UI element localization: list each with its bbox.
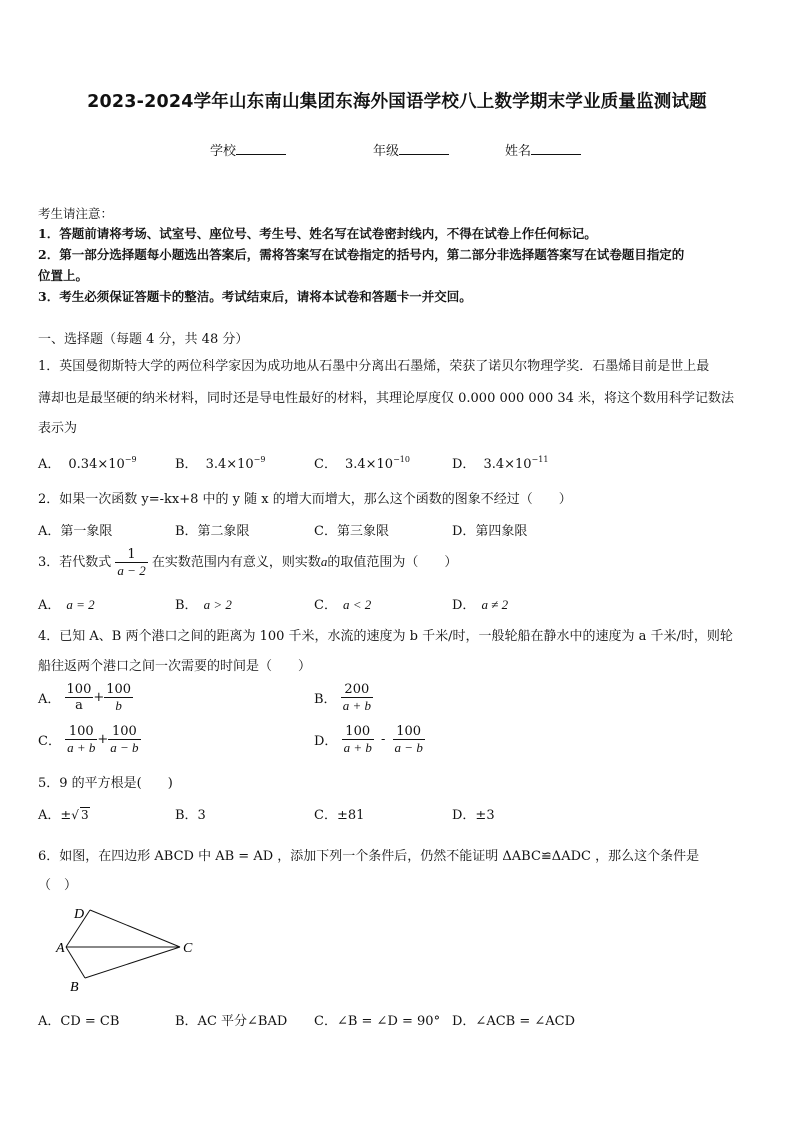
notice-item: 2．第一部分选择题每小题选出答案后，需将答案写在试卷指定的括号内，第二部分非选择题答案写在试卷题目指定的	[38, 247, 685, 262]
q5-option-a[interactable]: A．±√ 3	[38, 808, 89, 823]
question-1-line: 薄却也是最坚硬的纳米材料，同时还是导电性最好的材料，其理论厚度仅 0.000 000 000 34 米，将这个数用科学记数法	[38, 391, 735, 406]
fraction	[342, 724, 374, 755]
q6-option-a[interactable]: A．CD = CB	[38, 1014, 120, 1029]
q1-option-c[interactable]	[314, 453, 410, 472]
name-field[interactable]	[505, 140, 581, 159]
edge-ab	[66, 947, 85, 978]
fraction	[108, 724, 140, 755]
q3-text: 的取值范围为（ ）	[327, 555, 458, 570]
q4-option-a[interactable]	[38, 682, 133, 713]
fraction	[104, 682, 133, 713]
q4-option-c[interactable]	[38, 724, 141, 755]
fraction-denominator: a + b	[343, 740, 372, 755]
vertex-label-a: A	[56, 941, 65, 956]
q6-option-b[interactable]: B．AC 平分∠BAD	[175, 1014, 288, 1029]
fraction-numerator: 100	[106, 682, 132, 697]
q5-option-d[interactable]: D．±3	[452, 808, 495, 823]
option-label: B．	[175, 457, 198, 472]
name-label: 姓名	[505, 144, 532, 159]
option-value: a < 2	[342, 597, 372, 612]
option-label: C．	[314, 457, 337, 472]
edge-bc	[85, 947, 180, 978]
fraction-numerator: 100	[66, 682, 92, 697]
q3-variable: a	[320, 554, 328, 569]
quadrilateral-figure	[50, 900, 210, 1000]
fraction	[393, 724, 425, 755]
option-exponent: −9	[253, 455, 266, 464]
fraction-numerator: 100	[108, 724, 140, 740]
q5-option-c[interactable]: C．±81	[314, 808, 365, 823]
option-label: A．	[38, 598, 61, 613]
fraction-denominator: a	[75, 698, 83, 713]
question-4-line: 4．已知 A、B 两个港口之间的距离为 100 千米，水流的速度为 b 千米/时，一般轮船在静水中的速度为 a 千米/时，则轮	[38, 629, 733, 644]
operator: -	[381, 732, 386, 747]
option-label: A．	[38, 692, 61, 707]
edge-dc	[90, 910, 180, 947]
q3-option-d[interactable]	[452, 594, 508, 613]
option-value: a ≠ 2	[481, 597, 509, 612]
name-blank[interactable]	[531, 142, 581, 155]
q3-fraction	[115, 547, 147, 578]
option-value: 3.4×10	[483, 457, 532, 472]
grade-field[interactable]	[373, 140, 449, 159]
option-value: 3.4×10	[205, 457, 254, 472]
option-exponent: −10	[393, 455, 410, 464]
fraction-denominator: a − b	[110, 740, 139, 755]
notice-item: 1．答题前请将考场、试室号、座位号、考生号、姓名写在试卷密封线内，不得在试卷上作任何标记。	[38, 226, 597, 241]
q3-option-b[interactable]	[175, 594, 232, 613]
question-4-line: 船往返两个港口之间一次需要的时间是（ ）	[38, 659, 312, 674]
question-6-line: 6．如图，在四边形 ABCD 中 AB = AD ，添加下列一个条件后，仍然不能证明 ΔABC≌ΔADC ，那么这个条件是	[38, 849, 700, 864]
fraction-numerator: 1	[115, 547, 147, 563]
option-label: D．	[452, 457, 476, 472]
option-exponent: −9	[124, 455, 137, 464]
option-label: B．	[314, 692, 337, 707]
q2-option-d[interactable]: D．第四象限	[452, 524, 528, 539]
vertex-label-c: C	[183, 941, 193, 956]
q1-option-b[interactable]	[175, 453, 265, 472]
fraction-denominator: a + b	[342, 698, 371, 713]
option-label: C．	[314, 598, 337, 613]
option-value: a = 2	[66, 597, 95, 612]
fraction-denominator: a − 2	[117, 563, 146, 578]
school-blank[interactable]	[236, 142, 286, 155]
q1-option-a[interactable]	[38, 453, 137, 472]
option-exponent: −11	[531, 455, 549, 464]
school-field[interactable]	[210, 140, 286, 159]
q6-option-c[interactable]: C．∠B = ∠D = 90°	[314, 1014, 441, 1029]
q1-option-d[interactable]	[452, 453, 548, 472]
grade-blank[interactable]	[399, 142, 449, 155]
question-1-line: 表示为	[38, 421, 78, 436]
q3-option-a[interactable]	[38, 594, 95, 613]
fraction-denominator: b	[115, 698, 122, 713]
option-label: A．	[38, 457, 61, 472]
option-label: B．	[175, 598, 198, 613]
option-value: 0.34×10	[68, 457, 125, 472]
notice-item: 3．考生必须保证答题卡的整洁。考试结束后，请将本试卷和答题卡一并交回。	[38, 289, 472, 304]
question-6-line: （ ）	[38, 878, 78, 893]
question-2: 2．如果一次函数 y=-kx+8 中的 y 随 x 的增大而增大，那么这个函数的图象不经过（ ）	[38, 492, 572, 507]
fraction	[65, 682, 94, 713]
notice-item: 位置上。	[38, 268, 89, 283]
fraction-denominator: a − b	[394, 740, 423, 755]
grade-label: 年级	[373, 144, 400, 159]
fraction	[341, 682, 373, 713]
q5-option-b[interactable]: B．3	[175, 808, 206, 823]
option-value: a > 2	[203, 597, 232, 612]
q4-option-d[interactable]	[314, 724, 425, 755]
q2-option-c[interactable]: C．第三象限	[314, 524, 389, 539]
fraction	[65, 724, 97, 755]
vertex-label-b: B	[70, 980, 79, 995]
school-label: 学校	[210, 144, 237, 159]
question-3	[38, 547, 457, 578]
q6-option-d[interactable]: D．∠ACB = ∠ACD	[452, 1014, 576, 1029]
operator: +	[97, 732, 109, 747]
fraction-numerator: 100	[65, 724, 97, 740]
operator: +	[93, 690, 105, 705]
q2-option-a[interactable]: A．第一象限	[38, 524, 113, 539]
option-label: A．±	[38, 808, 72, 823]
fraction-numerator: 200	[341, 682, 373, 698]
section-heading: 一、选择题（每题 4 分，共 48 分）	[38, 332, 249, 347]
q3-prefix: 3．若代数式	[38, 555, 112, 570]
notice-heading: 考生请注意：	[38, 206, 114, 221]
q3-option-c[interactable]	[314, 594, 371, 613]
fraction-denominator: a + b	[67, 740, 96, 755]
q2-option-b[interactable]: B．第二象限	[175, 524, 250, 539]
question-5: 5．9 的平方根是( )	[38, 776, 173, 791]
question-1-line: 1．英国曼彻斯特大学的两位科学家因为成功地从石墨中分离出石墨烯，荣获了诺贝尔物理学奖．石墨烯目前是世上最	[38, 359, 710, 374]
radicand: 3	[80, 808, 89, 822]
option-label: C．	[38, 734, 61, 749]
q3-text: 在实数范围内有意义，则实数	[151, 555, 321, 570]
option-value: 3.4×10	[344, 457, 394, 472]
page-title: 2023-2024学年山东南山集团东海外国语学校八上数学期末学业质量监测试题	[87, 92, 707, 112]
fraction-numerator: 100	[393, 724, 425, 740]
fraction-numerator: 100	[342, 724, 374, 740]
vertex-label-d: D	[74, 907, 85, 922]
option-label: D．	[452, 598, 476, 613]
q4-option-b[interactable]	[314, 682, 373, 713]
option-label: D．	[314, 734, 338, 749]
